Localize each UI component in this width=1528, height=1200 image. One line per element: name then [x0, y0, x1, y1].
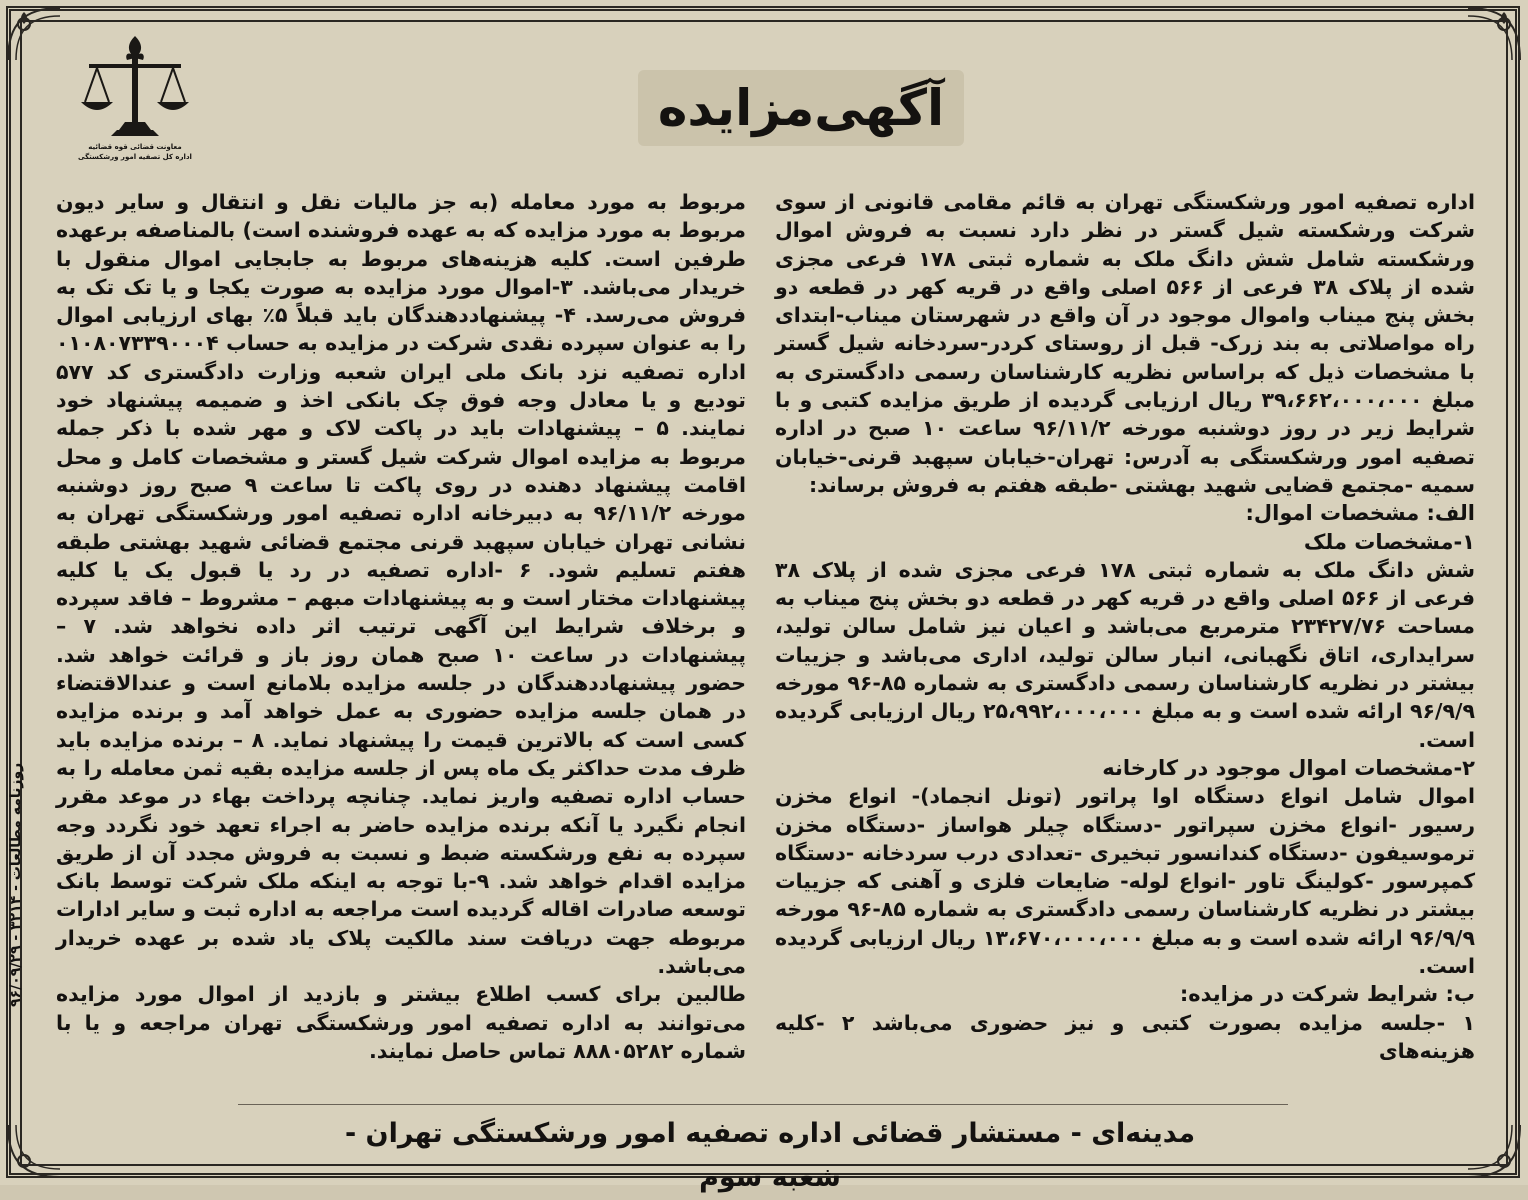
emblem-caption-2: اداره کل تصفیه امور ورشکستگی — [78, 153, 192, 161]
intro-paragraph — [775, 188, 1475, 499]
corner-ornament-icon — [4, 4, 64, 64]
right-column — [775, 188, 1475, 1065]
section-1-heading: ۱-مشخصات ملک — [1303, 529, 1475, 554]
conditions-paragraph: ۱ -جلسه مزایده بصورت کتبی و نیز حضوری می‌باشد ۲ -کلیه هزینه‌های — [775, 1010, 1475, 1063]
section-b-heading: ب: شرایط شرکت در مزایده: — [1179, 982, 1475, 1007]
corner-ornament-icon — [1464, 1121, 1524, 1181]
title-banner — [638, 70, 964, 146]
section-2-heading: ۲-مشخصات اموال موجود در کارخانه — [1102, 755, 1475, 780]
footer-signature: مدینه‌ای - مستشار قضائی اداره تصفیه امور ورشکستگی تهران - شعبه سوم — [344, 1118, 1196, 1193]
judiciary-emblem — [70, 30, 200, 175]
factory-assets-paragraph: اموال شامل انواع دستگاه اوا پراتور (تونل انجماد)- انواع مخزن رسیور -انواع مخزن سپراتور -دستگاه چیلر هواساز -دستگاه مخزن ترموسیفون -دستگاه کندانسور تبخیری -تعدادی درب سردخانه -دستگاه کمپرسور -کولینگ تاور -انواع لوله- ضایعات فلزی و آهنی که جزییات بیشتر در نظریه کارشناسان رسمی دادگستری به شماره ۸۵-۹۶ مورخه ۹۶/۹/۹ ارائه شده است و به مبلغ ۱۳،۶۷۰،۰۰۰،۰۰۰ ریال ارزیابی گردیده است. — [775, 784, 1475, 979]
emblem-caption-1: معاونت قضائی قوه قضائیه — [88, 143, 182, 151]
corner-ornament-icon — [4, 1121, 64, 1181]
intro-text: به قائم مقامی قانونی از سوی شرکت ورشکسته شیل گستر در نظر دارد نسبت به فروش اموال ورشکسته شامل شش دانگ ملک به شماره ثبتی ۱۷۸ فرعی مجزی شده از پلاک ۳۸ فرعی از ۵۶۶ اصلی واقع در قریه کهر در قطعه دو بخش پنج میناب واموال موجود در آن واقع در شهرستان میناب-ابتدای راه مواصلاتی به بند زرک- قبل از روستای کردر-سردخانه شیل گستر با مشخصات ذیل که براساس نظریه کارشناسان رسمی دادگستری به مبلغ ۳۹،۶۶۲،۰۰۰،۰۰۰ ریال ارزیابی گردیده از طریق مزایده کتبی و با شرایط زیر در روز دوشنبه مورخه ۹۶/۱۱/۲ ساعت ۱۰ صبح در اداره تصفیه امور ورشکستگی به آدرس: تهران-خیابان سپهبد قرنی-خیابان سمیه -مجتمع قضایی شهید بهشتی -طبقه هفتم به فروش برساند: — [775, 190, 1475, 497]
conditions-continued-paragraph: مربوط به مورد معامله (به جز مالیات نقل و انتقال و سایر دیون مربوط به مورد مزایده که به عهده فروشنده است) بالمناصفه برعهده طرفین است. کلیه هزینه‌های مربوط به جابجایی اموال منقول با خریدار می‌باشد. ۳-اموال مورد مزایده به صورت یکجا و یا تک تک به فروش می‌رسد. ۴- پیشنهاددهندگان باید قبلاً ۵٪ بهای ارزیابی اموال را به عنوان سپرده نقدی شرکت در مزایده به حساب ۰۱۰۸۰۷۳۳۹۰۰۰۴ اداره تصفیه نزد بانک ملی ایران شعبه وزارت دادگستری کد ۵۷۷ تودیع و یا معادل وجه فوق چک بانکی اخذ و ضمیمه پیشنهاد خود نمایند. ۵ – پیشنهادات باید در پاکت لاک و مهر شده با ذکر جمله مربوط به مزایده اموال شرکت شیل گستر و مشخصات کامل و محل اقامت پیشنهاد دهنده در روی پاکت تا ساعت ۹ صبح روز دوشنبه مورخه ۹۶/۱۱/۲ به دبیرخانه اداره تصفیه امور ورشکستگی تهران به نشانی تهران خیابان سپهبد قرنی مجتمع قضائی شهید بهشتی طبقه هفتم تسلیم شود. ۶ -اداره تصفیه در رد یا قبول یک یا کلیه پیشنهادات مختار است و به پیشنهادات مبهم – مشروط – فاقد سپرده و برخلاف شرایط این آگهی ترتیب اثر داده نخواهد شد. ۷ – پیشنهادات در ساعت ۱۰ صبح همان روز باز و قرائت خواهد شد. حضور پیشنهاددهندگان در جلسه مزایده بلامانع است و عندالاقتضاء در همان جلسه مزایده حضوری به عمل خواهد آمد و برنده مزایده کسی است که بالاترین قیمت را پیشنهاد نماید. ۸ – برنده مزایده باید ظرف مدت حداکثر یک ماه پس از جلسه مزایده بقیه ثمن معامله را به حساب اداره تصفیه واریز نماید. چنانچه پرداخت بهاء در موعد مقرر انجام نگیرد یا آنکه برنده مزایده حاضر به اجراء تعهد خود نگردد وجه سپرده به نفع ورشکسته ضبط و نسبت به فروش مجدد آن از طریق مزایده اقدام خواهد شد. ۹-با توجه به اینکه ملک شرکت توسط بانک توسعه صادرات اقاله گردیده است مراجعه به اداره ثبت و سایر ادارات مربوطه جهت دریافت سند مالکیت پلاک یاد شده بر عهده خریدار می‌باشد. — [56, 190, 747, 979]
contact-paragraph: طالبین برای کسب اطلاع بیشتر و بازدید از اموال مورد مزایده می‌توانند به اداره تصفیه امور ورشکستگی تهران مراجعه و یا با شماره ۸۸۸۰۵۲۸۲ تماس حاصل نمایند. — [56, 982, 746, 1063]
newspaper-side-note: روزنامه مطالعات - ۳۲۱۴ - ۹۶/۰۹/۲۹ — [8, 762, 24, 1008]
property-specs-paragraph: شش دانگ ملک به شماره ثبتی ۱۷۸ فرعی مجزی شده از پلاک ۳۸ فرعی از ۵۶۶ اصلی واقع در قریه کهر در قطعه دو بخش پنج میناب به مساحت ۲۳۴۲۷/۷۶ مترمربع می‌باشد و اعیان نیز شامل سالن تولید، سرایداری، اتاق نگهبانی، انبار سالن تولید، اداری می‌باشد و جزییات بیشتر در نظریه کارشناسان رسمی دادگستری به شماره ۸۵-۹۶ مورخه ۹۶/۹/۹ ارائه شده است و به مبلغ ۲۵،۹۹۲،۰۰۰،۰۰۰ ریال ارزیابی گردیده است. — [775, 557, 1475, 752]
intro-lead: اداره تصفیه امور ورشکستگی تهران — [1104, 190, 1475, 214]
footer-divider — [238, 1104, 1288, 1105]
scales-of-justice-icon — [75, 30, 195, 142]
left-column — [56, 188, 746, 1065]
page-title: آگهی‌مزایده — [657, 79, 945, 137]
corner-ornament-icon — [1464, 4, 1524, 64]
section-a-heading: الف: مشخصات اموال: — [1245, 501, 1475, 526]
